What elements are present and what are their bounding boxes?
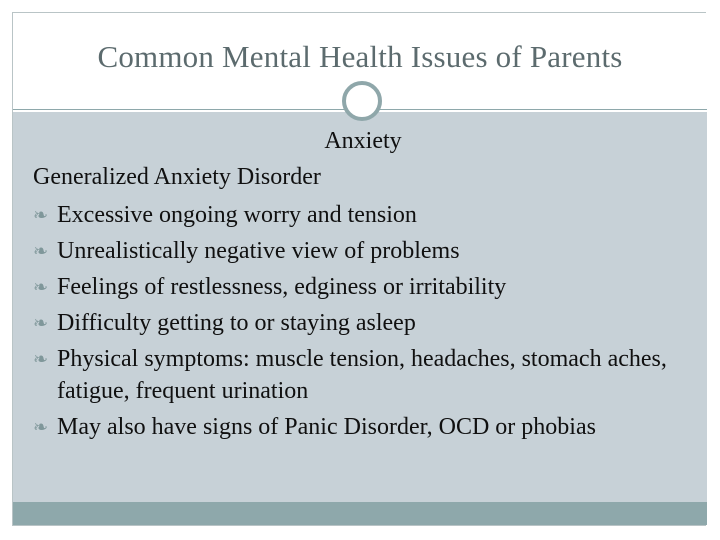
leaf-bullet-icon: ❧ [33,349,49,369]
bullet-item [33,307,693,339]
leaf-bullet-icon: ❧ [33,241,49,261]
slide-title: Common Mental Health Issues of Parents [97,39,623,74]
section-heading: Anxiety [324,128,402,154]
bullet-list [33,199,693,443]
leaf-bullet-icon: ❧ [33,313,49,333]
slide-frame [12,12,706,526]
bullet-item [33,235,693,267]
bullet-text: Difficulty getting to or staying asleep [57,310,416,336]
leaf-bullet-icon: ❧ [33,205,49,225]
leaf-bullet-icon: ❧ [33,277,49,297]
bullet-item [33,199,693,231]
ring-ornament-icon [342,81,382,121]
bullet-text: Physical symptoms: muscle tension, headaches, stomach aches, fatigue, frequent urination [57,346,667,404]
bullet-text: Unrealistically negative view of problems [57,238,460,264]
bullet-text: Excessive ongoing worry and tension [57,202,417,228]
footer-bar [13,502,707,525]
bullet-item [33,271,693,303]
bullet-item [33,343,693,407]
slide-body [33,123,693,443]
bullet-text: Feelings of restlessness, edginess or irritability [57,274,507,300]
bullet-text: May also have signs of Panic Disorder, OCD or phobias [57,414,596,440]
leaf-bullet-icon: ❧ [33,417,49,437]
section-subtitle: Generalized Anxiety Disorder [33,164,321,190]
bullet-item [33,411,693,443]
